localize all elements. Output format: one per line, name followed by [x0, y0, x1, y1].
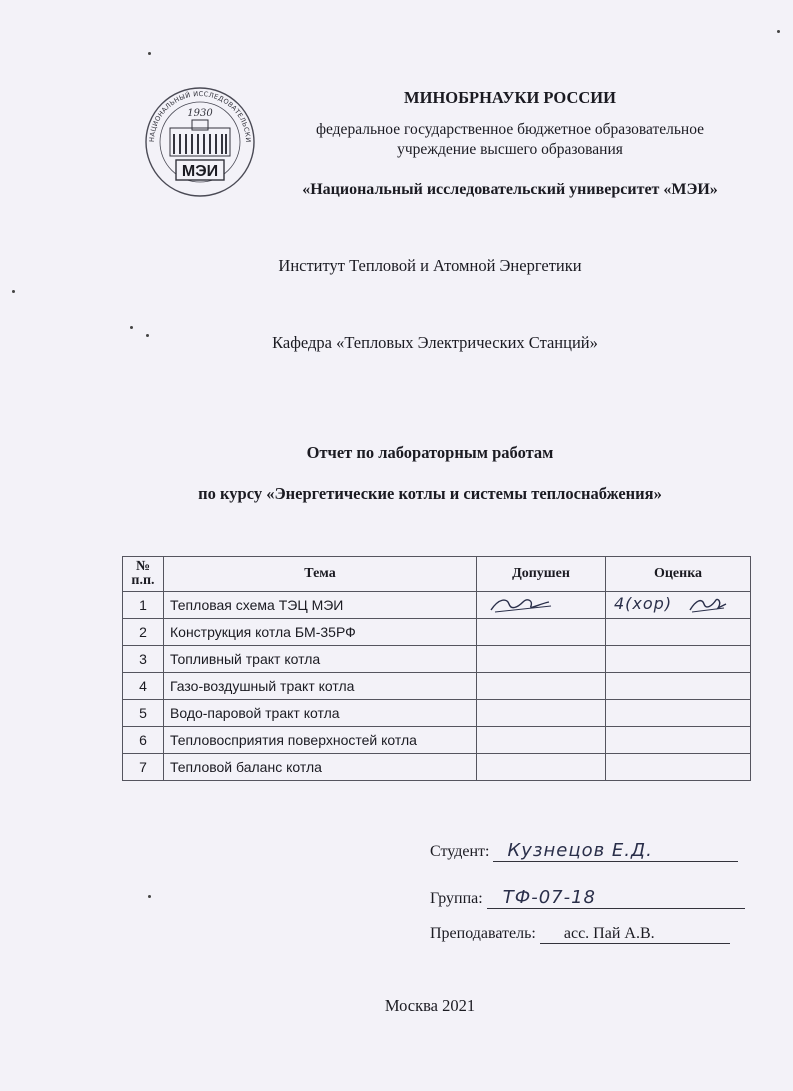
- column-header-topic: Тема: [164, 557, 477, 592]
- scan-speck: [130, 326, 133, 329]
- group-label: Группа:: [430, 890, 483, 907]
- scan-speck: [146, 334, 149, 337]
- row-grade: [606, 727, 751, 754]
- department-name: Кафедра «Тепловых Электрических Станций»: [272, 333, 598, 352]
- row-number: 6: [123, 727, 164, 754]
- table-row: [123, 727, 751, 754]
- row-grade: [606, 673, 751, 700]
- scan-speck: [12, 290, 15, 293]
- teacher-field: [540, 925, 730, 944]
- group-value: ТФ-07-18: [502, 887, 596, 908]
- row-number: 4: [123, 673, 164, 700]
- table-row: [123, 673, 751, 700]
- row-grade: [606, 619, 751, 646]
- row-admitted: [477, 754, 606, 781]
- row-topic: Тепловая схема ТЭЦ МЭИ: [164, 592, 477, 619]
- column-header-admitted: Допушен: [477, 557, 606, 592]
- row-admitted: [477, 646, 606, 673]
- organization-type: [270, 120, 750, 160]
- mpei-seal-icon: [140, 80, 260, 198]
- table-row: [123, 619, 751, 646]
- group-field: [487, 887, 745, 909]
- student-value: Кузнецов Е.Д.: [507, 840, 653, 861]
- grade-cell: [606, 592, 751, 619]
- ministry-name: МИНОБРНАУКИ РОССИИ: [404, 88, 616, 107]
- organization-type-line2: учреждение высшего образования: [397, 141, 623, 158]
- table-row: [123, 592, 751, 619]
- table-row: [123, 700, 751, 727]
- teacher-label: Преподаватель:: [430, 925, 536, 942]
- student-row: [430, 840, 738, 862]
- table-header-row: [123, 557, 751, 592]
- table-row: [123, 646, 751, 673]
- row-grade: [606, 646, 751, 673]
- university-name: «Национальный исследовательский университет «МЭИ»: [302, 181, 718, 198]
- institute-name: Институт Тепловой и Атомной Энергетики: [278, 256, 582, 275]
- table-row: [123, 754, 751, 781]
- student-label: Студент:: [430, 843, 490, 860]
- row-number: 3: [123, 646, 164, 673]
- row-topic: Газо-воздушный тракт котла: [164, 673, 477, 700]
- row-admitted: [477, 700, 606, 727]
- signature-icon: [487, 594, 557, 616]
- row-number: 7: [123, 754, 164, 781]
- row-number: 2: [123, 619, 164, 646]
- row-admitted: [477, 619, 606, 646]
- row-number: 1: [123, 592, 164, 619]
- row-topic: Топливный тракт котла: [164, 646, 477, 673]
- signature-icon: [688, 594, 728, 616]
- row-admitted: [477, 727, 606, 754]
- labs-table: [122, 556, 751, 781]
- scan-speck: [148, 895, 151, 898]
- teacher-value: асс. Пай А.В.: [563, 925, 655, 942]
- city-year: Москва 2021: [384, 996, 476, 1015]
- admitted-signature: [477, 592, 606, 619]
- row-admitted: [477, 673, 606, 700]
- teacher-row: [430, 925, 730, 944]
- university-logo: [140, 80, 260, 198]
- row-grade: [606, 700, 751, 727]
- scan-speck: [777, 30, 780, 33]
- student-field: [493, 840, 738, 862]
- report-title: Отчет по лабораторным работам: [306, 443, 554, 462]
- column-header-num: № п.п.: [123, 557, 164, 592]
- column-header-grade: Оценка: [606, 557, 751, 592]
- row-number: 5: [123, 700, 164, 727]
- row-topic: Конструкция котла БМ-35РФ: [164, 619, 477, 646]
- row-grade: [606, 754, 751, 781]
- row-topic: Тепловой баланс котла: [164, 754, 477, 781]
- row-topic: Водо-паровой тракт котла: [164, 700, 477, 727]
- svg-text:НАЦИОНАЛЬНЫЙ ИССЛЕДОВАТЕЛЬСКИЙ: НАЦИОНАЛЬНЫЙ ИССЛЕДОВАТЕЛЬСКИ: [147, 89, 253, 143]
- scan-speck: [148, 52, 151, 55]
- svg-text:МЭИ: МЭИ: [181, 163, 219, 180]
- row-topic: Тепловосприятия поверхностей котла: [164, 727, 477, 754]
- svg-text:1930: 1930: [187, 108, 213, 119]
- group-row: [430, 887, 745, 909]
- grade-value: 4(хор): [614, 594, 673, 613]
- organization-type-line1: федеральное государственное бюджетное образовательное: [315, 121, 705, 138]
- course-name: по курсу «Энергетические котлы и системы теплоснабжения»: [198, 484, 662, 503]
